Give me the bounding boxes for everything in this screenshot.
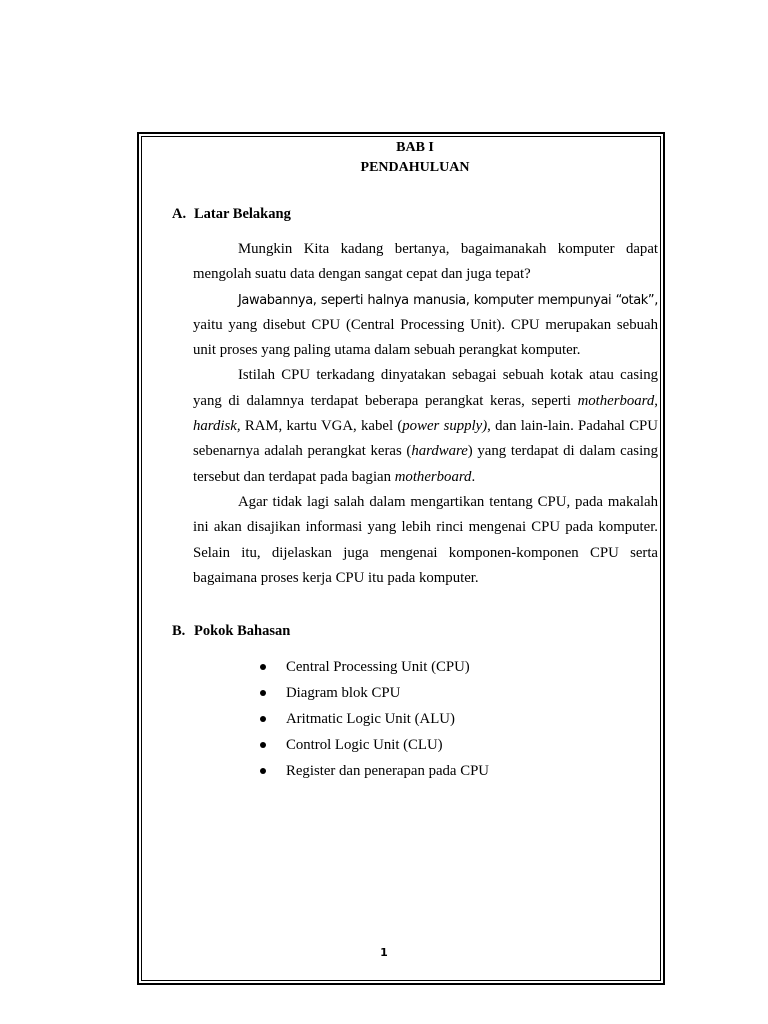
list-item-text: Register dan penerapan pada CPU xyxy=(286,763,489,780)
chapter-title: PENDAHULUAN xyxy=(360,160,470,175)
list-item xyxy=(260,758,658,784)
section-b-heading xyxy=(172,623,658,640)
paragraph-2-rest: yaitu yang disebut CPU (Central Processing Unit). CPU merupakan sebuah unit proses yang paling utama dalam sebuah perangkat komputer. xyxy=(193,316,658,359)
page-number: 1 xyxy=(380,946,388,959)
list-item xyxy=(260,732,658,758)
paragraph-2-line1: Jawabannya, seperti halnya manusia, komputer mempunyai “otak”, xyxy=(238,292,658,308)
list-item-text: Central Processing Unit (CPU) xyxy=(286,659,470,676)
section-b-letter: B. xyxy=(172,623,186,640)
list-item xyxy=(260,680,658,706)
section-a-letter: A. xyxy=(172,206,187,222)
bullet-icon xyxy=(260,742,266,748)
paragraph-3-part-e: ) yang terdapat di dalam casing tersebut dan terdapat pada bagian xyxy=(193,443,658,485)
paragraph-3-italic-hardware: hardware xyxy=(411,443,468,460)
page-content xyxy=(172,138,658,784)
paragraph-4-text: Agar tidak lagi salah dalam mengartikan tentang CPU, pada makalah ini akan disajikan informasi yang lebih rinci mengenai CPU pada komputer. Selain itu, dijelaskan juga mengenai komponen-komponen CPU serta bagaimana proses kerja CPU itu pada komputer. xyxy=(193,493,658,586)
list-item-text: Aritmatic Logic Unit (ALU) xyxy=(286,711,455,728)
chapter-number: BAB I xyxy=(396,140,434,155)
paragraph-4 xyxy=(193,490,658,591)
paragraph-3-part-a: Istilah CPU terkadang dinyatakan sebagai sebuah kotak atau casing yang di dalamnya terdapat beberapa perangkat keras, seperti xyxy=(193,367,658,409)
paragraph-3-italic-motherboard-2: motherboard xyxy=(394,468,472,485)
paragraph-2 xyxy=(193,288,658,364)
bullet-icon xyxy=(260,690,266,696)
paragraph-3 xyxy=(193,363,658,489)
bullet-icon xyxy=(260,664,266,670)
section-a-title: Latar Belakang xyxy=(194,206,291,222)
list-item-text: Diagram blok CPU xyxy=(286,685,401,702)
paragraph-3-italic-power-supply: power supply) xyxy=(402,418,488,435)
bullet-icon xyxy=(260,716,266,722)
list-item xyxy=(260,706,658,732)
section-b-title: Pokok Bahasan xyxy=(194,623,291,640)
paragraph-3-part-d: , dan lain-lain. Padahal CPU sebenarnya adalah perangkat keras ( xyxy=(193,418,658,460)
paragraph-3-italic-hardisk: hardisk, xyxy=(193,418,241,435)
paragraph-1 xyxy=(193,237,658,288)
paragraph-3-italic-motherboard: motherboard xyxy=(577,392,655,409)
bullet-icon xyxy=(260,768,266,774)
list-item xyxy=(260,654,658,680)
paragraph-1-text: Mungkin Kita kadang bertanya, bagaimanakah komputer dapat mengolah suatu data dengan sangat cepat dan juga tepat? xyxy=(193,241,658,283)
paragraph-3-part-b: , xyxy=(654,392,658,409)
topic-list xyxy=(172,654,658,784)
list-item-text: Control Logic Unit (CLU) xyxy=(286,737,443,754)
paragraph-3-part-f: . xyxy=(471,468,476,485)
section-a-heading xyxy=(172,206,658,223)
paragraph-3-part-c: RAM, kartu VGA, kabel ( xyxy=(240,418,403,435)
